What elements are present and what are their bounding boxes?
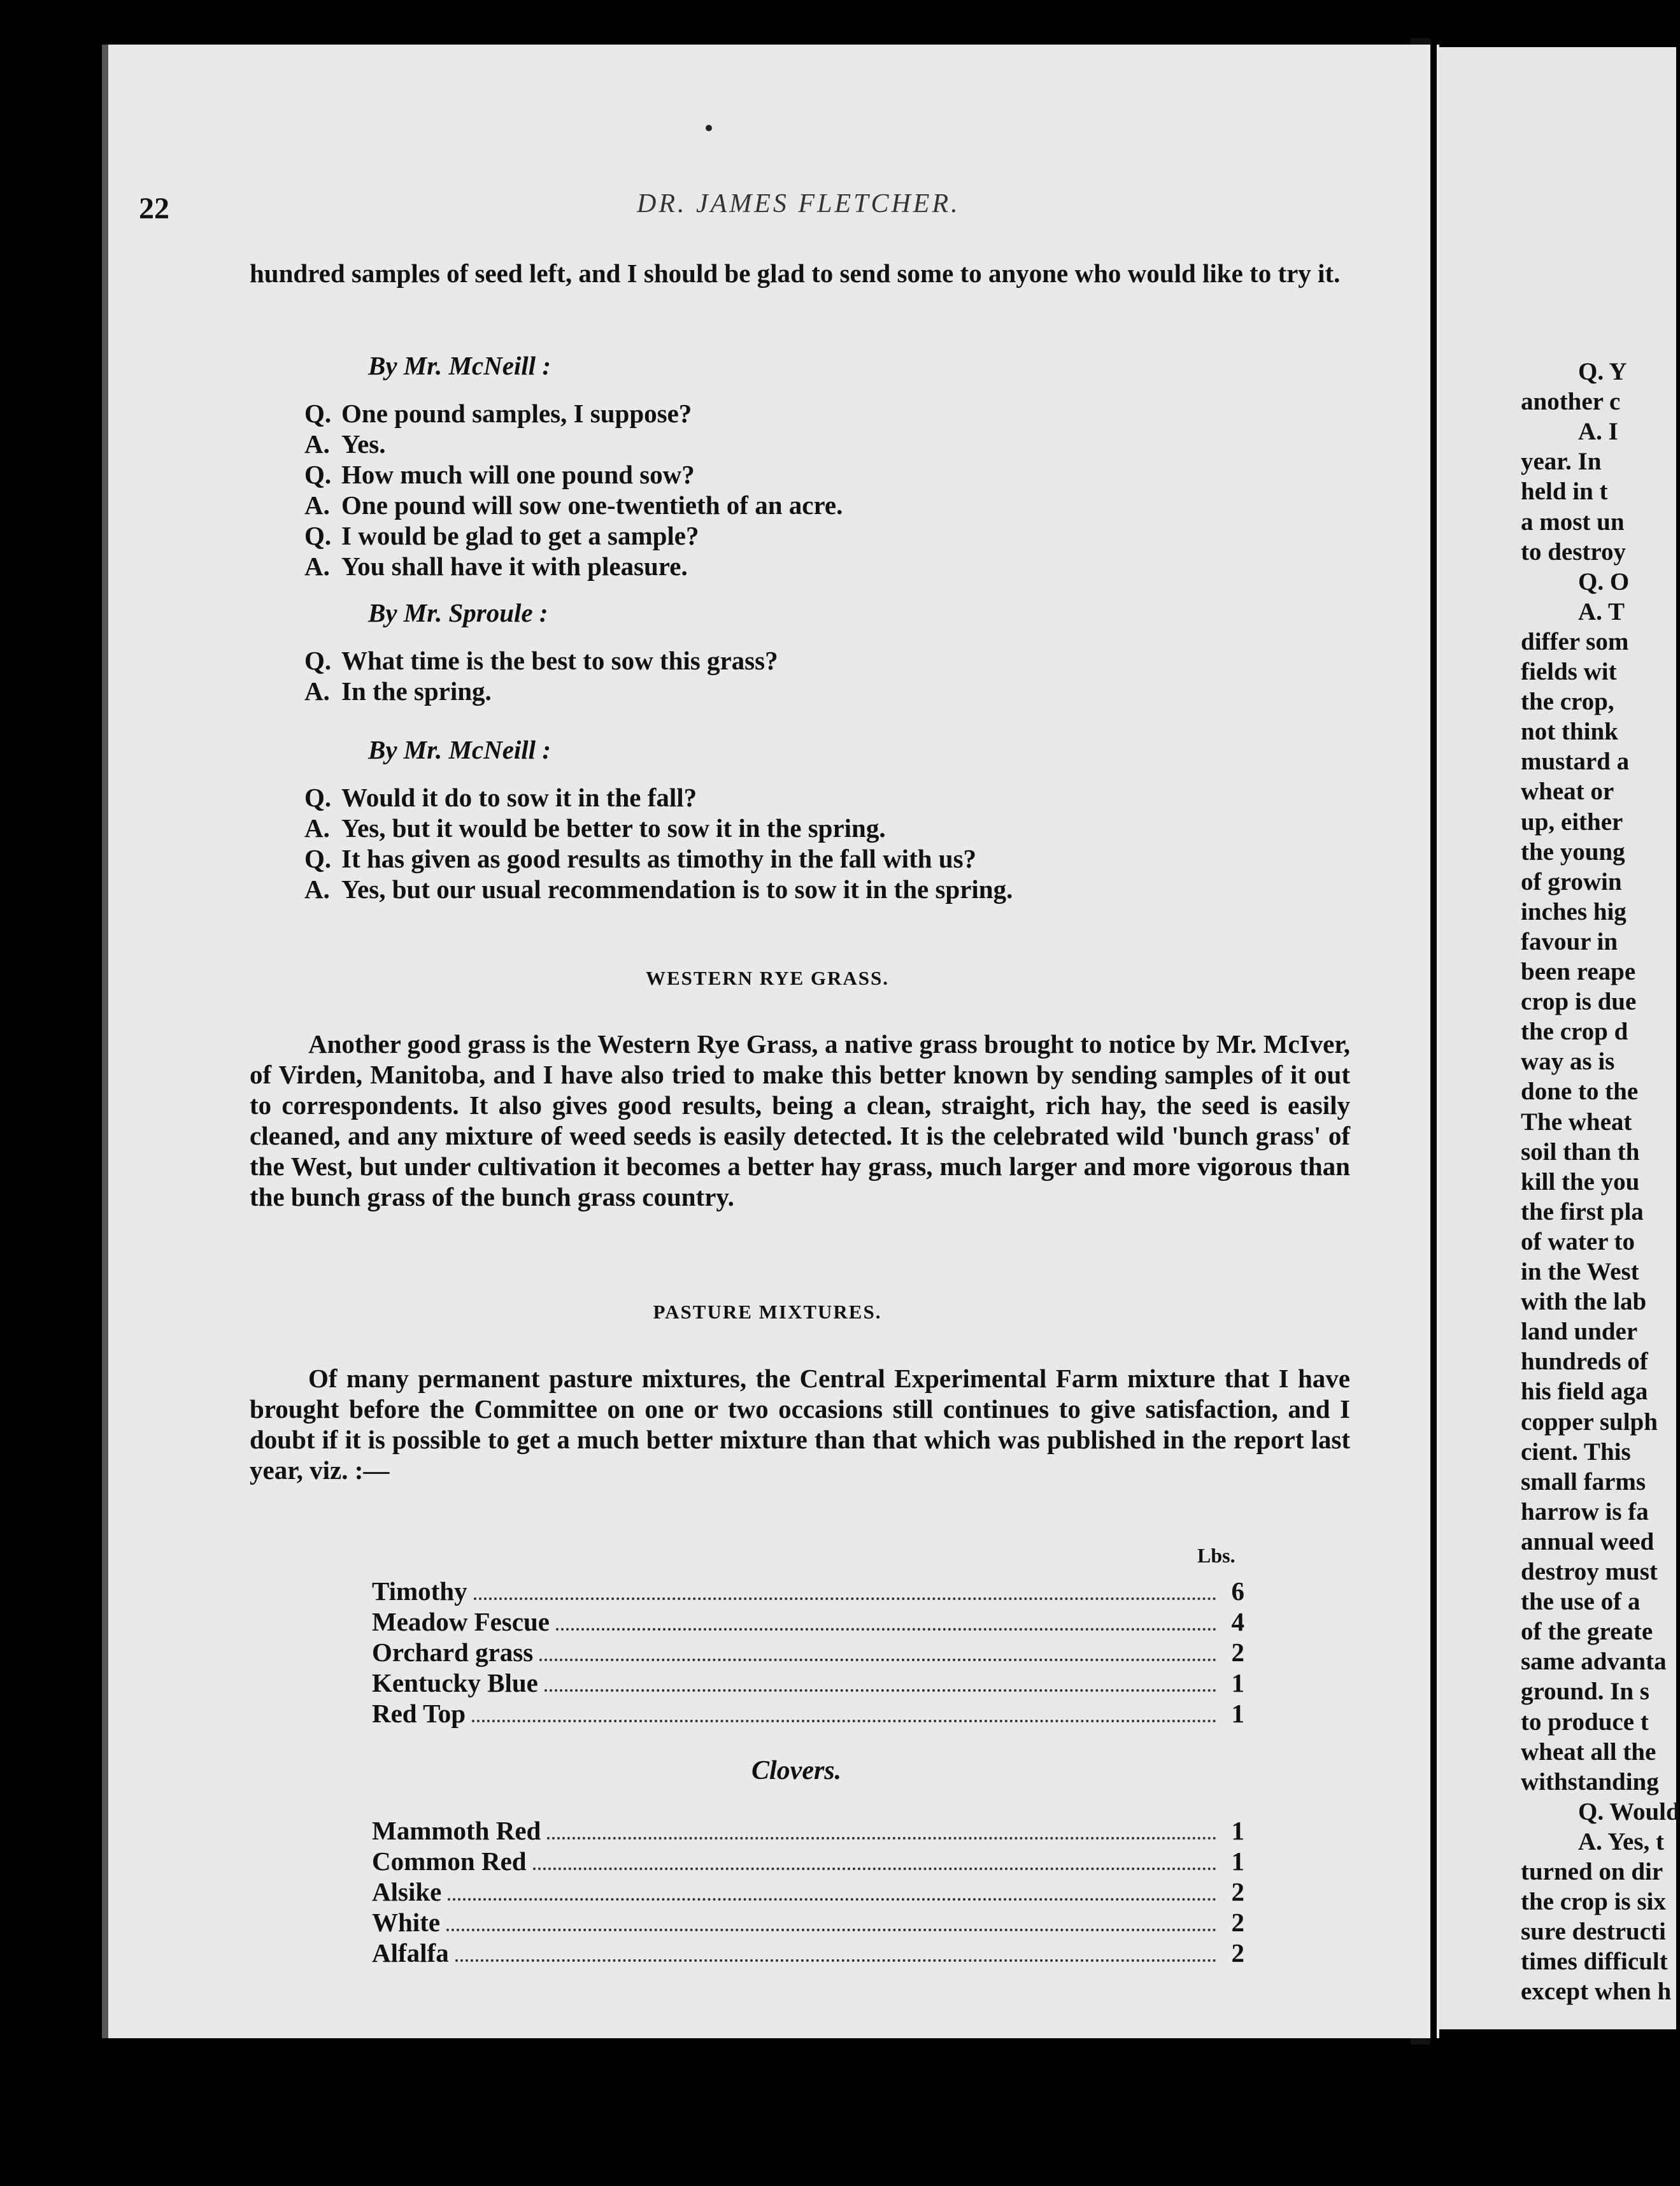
dot-leader bbox=[547, 1837, 1216, 1840]
mixture-name: Red Top bbox=[372, 1699, 466, 1728]
facing-page-line: Q. Would bbox=[1578, 1798, 1680, 1825]
qa-tag: A. bbox=[304, 676, 330, 706]
dot-leader bbox=[539, 1659, 1216, 1661]
facing-page-line: A. I bbox=[1578, 418, 1618, 445]
facing-page-line: same advanta bbox=[1521, 1648, 1667, 1675]
running-head: DR. JAMES FLETCHER. bbox=[637, 189, 960, 218]
section-heading-western-rye-grass: WESTERN RYE GRASS. bbox=[645, 967, 890, 989]
exchange-2 bbox=[304, 645, 1387, 706]
facing-page-line: soil than th bbox=[1521, 1138, 1640, 1166]
mixture-row bbox=[372, 1846, 1244, 1876]
mixture-pounds: 2 bbox=[1231, 1877, 1244, 1906]
facing-page-line: Q. O bbox=[1578, 568, 1630, 596]
qa-line bbox=[304, 459, 1387, 490]
facing-page-line: the crop, bbox=[1521, 688, 1614, 715]
facing-page-line: The wheat bbox=[1521, 1108, 1632, 1136]
mixture-row bbox=[372, 1815, 1244, 1846]
facing-page-line: of water to bbox=[1521, 1228, 1635, 1255]
mixture-name: Common Red bbox=[372, 1847, 527, 1876]
mixture-pounds: 6 bbox=[1231, 1576, 1244, 1606]
facing-page-line: the first pla bbox=[1521, 1198, 1644, 1225]
mixture-row bbox=[372, 1606, 1244, 1637]
qa-line bbox=[304, 813, 1387, 843]
qa-tag: A. bbox=[304, 552, 330, 581]
clover-table bbox=[372, 1815, 1244, 1968]
clovers-heading: Clovers. bbox=[751, 1756, 842, 1785]
facing-page-line: held in t bbox=[1521, 478, 1608, 505]
exchange-1 bbox=[304, 398, 1387, 582]
qa-line bbox=[304, 782, 1387, 813]
qa-text: Yes, but our usual recommendation is to sow it in the spring. bbox=[341, 875, 1013, 904]
mixture-name: Meadow Fescue bbox=[372, 1607, 550, 1636]
facing-page-line: of growin bbox=[1521, 868, 1622, 896]
mixture-row bbox=[372, 1938, 1244, 1968]
qa-line bbox=[304, 874, 1387, 904]
qa-tag: A. bbox=[304, 813, 330, 843]
facing-page-line: to destroy bbox=[1521, 538, 1627, 566]
facing-page-line: A. Yes, t bbox=[1578, 1828, 1665, 1855]
qa-tag: A. bbox=[304, 875, 330, 904]
qa-tag: A. bbox=[304, 429, 330, 459]
facing-page-line: up, either bbox=[1521, 808, 1623, 836]
mixture-pounds: 2 bbox=[1231, 1938, 1244, 1968]
qa-text: How much will one pound sow? bbox=[341, 460, 695, 489]
qa-text: Yes. bbox=[341, 429, 386, 459]
qa-tag: Q. bbox=[304, 521, 332, 550]
qa-text: One pound samples, I suppose? bbox=[341, 399, 692, 428]
facing-page-line: of the greate bbox=[1521, 1618, 1653, 1645]
qa-tag: A. bbox=[304, 490, 330, 520]
facing-page-line: mustard a bbox=[1521, 748, 1630, 775]
facing-page-line: turned on dir bbox=[1521, 1858, 1663, 1885]
qa-tag: Q. bbox=[304, 399, 332, 428]
mixture-row bbox=[372, 1637, 1244, 1668]
dot-leader bbox=[472, 1720, 1216, 1722]
dot-leader bbox=[455, 1959, 1216, 1962]
qa-text: Yes, but it would be better to sow it in the spring. bbox=[341, 813, 886, 843]
facing-page-line: the young bbox=[1521, 838, 1625, 866]
qa-line bbox=[304, 520, 1387, 551]
facing-page-line: Q. Y bbox=[1578, 358, 1627, 385]
qa-line bbox=[304, 490, 1387, 520]
facing-page-line: except when h bbox=[1521, 1978, 1672, 2005]
facing-page-line: A. T bbox=[1578, 598, 1625, 625]
mixture-pounds: 4 bbox=[1231, 1607, 1244, 1636]
mixture-name: White bbox=[372, 1908, 441, 1937]
mixture-pounds: 1 bbox=[1231, 1699, 1244, 1728]
speck-mark bbox=[706, 125, 712, 131]
facing-page-line: ground. In s bbox=[1521, 1678, 1649, 1705]
mixture-name: Alsike bbox=[372, 1877, 442, 1906]
unit-label: Lbs. bbox=[1197, 1544, 1235, 1567]
qa-tag: Q. bbox=[304, 844, 332, 873]
exchange-3 bbox=[304, 782, 1387, 904]
facing-page-line: wheat all the bbox=[1521, 1738, 1656, 1766]
western-rye-grass-paragraph: Another good grass is the Western Rye Grass, a native grass brought to notice by Mr. McIver, of Virden, Manitoba, and I have also tried to make this better known by sending samples of it out to correspondents. It also gives good results, being a clean, straight, rich hay, the seed is easily cleaned, and any mixture of weed seeds is easily detected. It is the celebrated wild 'bunch grass' of the West, but under cultivation it becomes a better hay grass, much larger and more vigorous than the bunch grass of the bunch grass country. bbox=[250, 1029, 1350, 1211]
pasture-mixtures-paragraph: Of many permanent pasture mixtures, the Central Experimental Farm mixture that I have brought before the Committee on one or two occasions still continues to give satisfaction, and I doubt if it is possible to get a much better mixture than that which was published in the report last year, viz. :— bbox=[250, 1364, 1350, 1485]
dot-leader bbox=[533, 1868, 1216, 1870]
intro-paragraph: hundred samples of seed left, and I should be glad to send some to anyone who would like to try it. bbox=[250, 259, 1341, 288]
facing-page-line: copper sulph bbox=[1521, 1408, 1658, 1436]
mixture-row bbox=[372, 1876, 1244, 1907]
qa-text: It has given as good results as timothy in the fall with us? bbox=[341, 844, 977, 873]
facing-page-line: cient. This bbox=[1521, 1438, 1631, 1466]
facing-page-line: way as is bbox=[1521, 1048, 1615, 1075]
facing-page-line: fields wit bbox=[1521, 658, 1617, 685]
qa-line bbox=[304, 676, 1387, 706]
facing-page-line: been reape bbox=[1521, 958, 1636, 985]
section-heading-pasture-mixtures: PASTURE MIXTURES. bbox=[653, 1301, 882, 1323]
facing-page-line: in the West bbox=[1521, 1258, 1639, 1285]
byline-mcneill-1: By Mr. McNeill : bbox=[368, 351, 551, 380]
facing-page-line: withstanding bbox=[1521, 1768, 1659, 1796]
facing-page-line: harrow is fa bbox=[1521, 1498, 1649, 1525]
facing-page-line: times difficult bbox=[1521, 1948, 1668, 1975]
mixture-pounds: 1 bbox=[1231, 1847, 1244, 1876]
mixture-row bbox=[372, 1698, 1244, 1729]
mixture-name: Orchard grass bbox=[372, 1638, 534, 1667]
dot-leader bbox=[474, 1597, 1216, 1600]
qa-text: I would be glad to get a sample? bbox=[341, 521, 699, 550]
facing-page-line: year. In bbox=[1521, 448, 1602, 475]
mixture-row bbox=[372, 1668, 1244, 1698]
facing-page-line: kill the you bbox=[1521, 1168, 1640, 1196]
mixture-pounds: 1 bbox=[1231, 1668, 1244, 1697]
qa-line bbox=[304, 843, 1387, 874]
facing-page-line: another c bbox=[1521, 388, 1621, 415]
mixture-name: Timothy bbox=[372, 1576, 467, 1606]
facing-page-line: sure destructi bbox=[1521, 1918, 1666, 1945]
grass-table bbox=[372, 1576, 1244, 1729]
mixture-name: Kentucky Blue bbox=[372, 1668, 538, 1697]
facing-page-line: hundreds of bbox=[1521, 1348, 1648, 1375]
dot-leader bbox=[556, 1628, 1216, 1631]
qa-text: What time is the best to sow this grass? bbox=[341, 646, 778, 675]
mixture-pounds: 2 bbox=[1231, 1908, 1244, 1937]
byline-mcneill-2: By Mr. McNeill : bbox=[368, 735, 551, 764]
facing-page-line: his field aga bbox=[1521, 1378, 1648, 1405]
qa-tag: Q. bbox=[304, 646, 332, 675]
facing-page-line: a most un bbox=[1521, 508, 1625, 536]
facing-page-line: inches hig bbox=[1521, 898, 1627, 925]
facing-page-line: crop is due bbox=[1521, 988, 1637, 1015]
qa-line bbox=[304, 429, 1387, 459]
facing-page-line: wheat or bbox=[1521, 778, 1614, 805]
dot-leader bbox=[448, 1898, 1216, 1901]
qa-line bbox=[304, 551, 1387, 582]
facing-page-line: destroy must bbox=[1521, 1558, 1658, 1585]
qa-line bbox=[304, 398, 1387, 429]
qa-text: In the spring. bbox=[341, 676, 492, 706]
facing-page-line: differ som bbox=[1521, 628, 1629, 655]
facing-page-line: land under bbox=[1521, 1318, 1638, 1345]
mixture-pounds: 1 bbox=[1231, 1816, 1244, 1845]
qa-line bbox=[304, 645, 1387, 676]
facing-page-line: the crop d bbox=[1521, 1018, 1628, 1045]
dot-leader bbox=[446, 1929, 1216, 1931]
page-edge bbox=[1430, 0, 1437, 2186]
byline-sproule: By Mr. Sproule : bbox=[368, 598, 548, 627]
mixture-name: Alfalfa bbox=[372, 1938, 449, 1968]
dot-leader bbox=[545, 1689, 1216, 1692]
facing-page-line: with the lab bbox=[1521, 1288, 1647, 1315]
facing-page-line: to produce t bbox=[1521, 1708, 1649, 1736]
facing-page-line: the use of a bbox=[1521, 1588, 1641, 1615]
mixture-row bbox=[372, 1576, 1244, 1606]
facing-page-line: not think bbox=[1521, 718, 1618, 745]
qa-tag: Q. bbox=[304, 460, 332, 489]
qa-text: Would it do to sow it in the fall? bbox=[341, 783, 697, 812]
facing-page-line: favour in bbox=[1521, 928, 1618, 955]
mixture-pounds: 2 bbox=[1231, 1638, 1244, 1667]
mixture-name: Mammoth Red bbox=[372, 1816, 541, 1845]
qa-text: You shall have it with pleasure. bbox=[341, 552, 688, 581]
facing-page-line: small farms bbox=[1521, 1468, 1646, 1496]
facing-page-line: done to the bbox=[1521, 1078, 1639, 1105]
mixture-row bbox=[372, 1907, 1244, 1938]
page-number: 22 bbox=[139, 192, 169, 225]
qa-tag: Q. bbox=[304, 783, 332, 812]
qa-text: One pound will sow one-twentieth of an acre. bbox=[341, 490, 843, 520]
facing-page-line: annual weed bbox=[1521, 1528, 1655, 1555]
facing-page-line: the crop is six bbox=[1521, 1888, 1666, 1915]
